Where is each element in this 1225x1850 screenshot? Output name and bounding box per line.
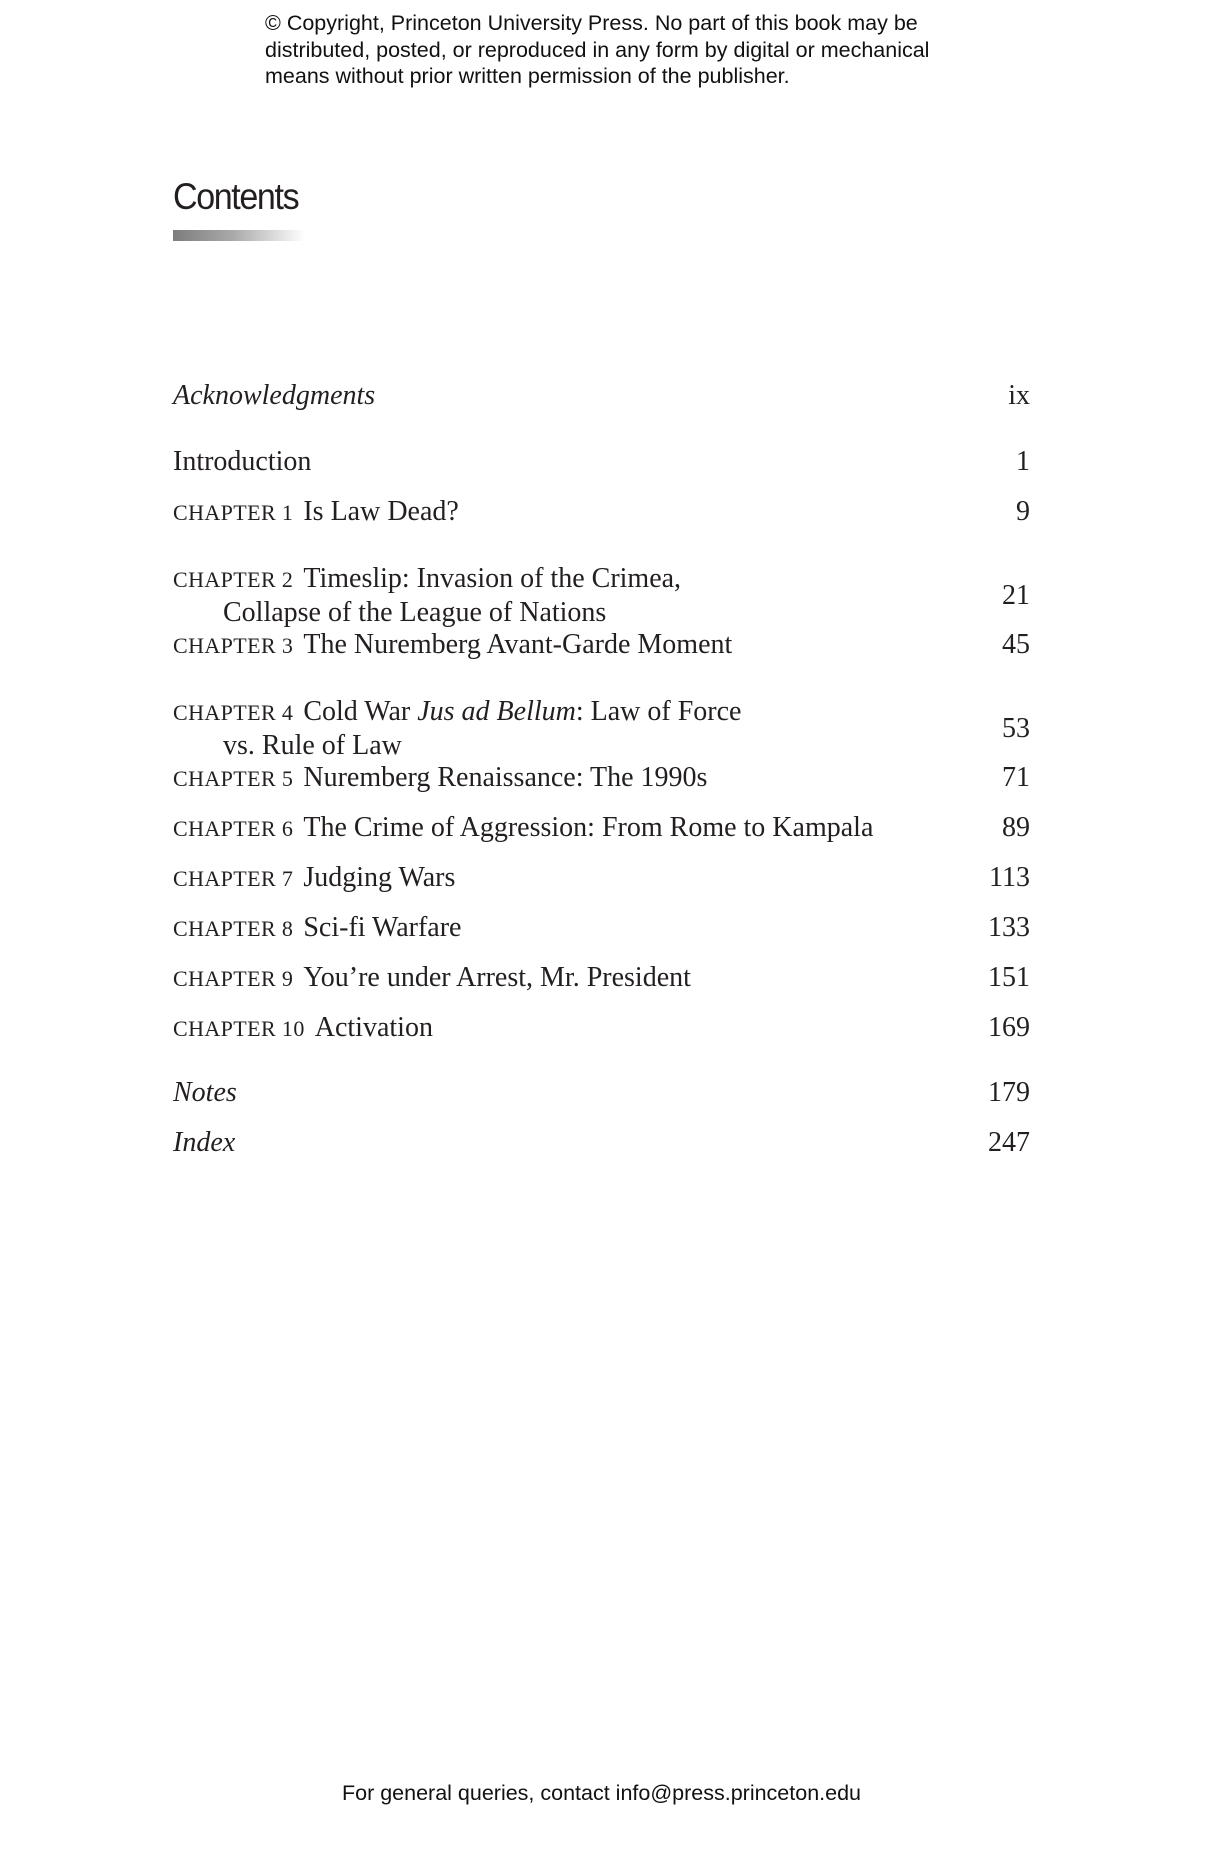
- toc-page-number: 9: [1016, 496, 1030, 527]
- toc-page-number: 1: [1016, 446, 1030, 477]
- table-of-contents: [173, 380, 1030, 1177]
- toc-page-number: 89: [1002, 812, 1030, 843]
- toc-entry-title: Is Law Dead?: [303, 496, 459, 527]
- copyright-line: distributed, posted, or reproduced in any form by digital or mechanical: [265, 37, 930, 62]
- chapter-label: CHAPTER 6: [173, 816, 294, 841]
- chapter-label: CHAPTER 7: [173, 866, 294, 891]
- toc-entry-index[interactable]: [173, 1127, 1030, 1177]
- footer-contact: For general queries, contact info@press.princeton.edu: [342, 1781, 862, 1805]
- toc-entry-title: Sci-fi Warfare: [303, 912, 462, 943]
- chapter-label: CHAPTER 10: [173, 1016, 305, 1041]
- page-title: Contents: [173, 176, 299, 217]
- toc-entry-chapter-9[interactable]: [173, 962, 1030, 1012]
- copyright-line: means without prior written permission of the publisher.: [265, 64, 790, 88]
- toc-entry-title-post: : Law of Force: [575, 696, 742, 727]
- chapter-label: CHAPTER 3: [173, 633, 294, 658]
- toc-entry-chapter-5[interactable]: [173, 762, 1030, 812]
- toc-page-number: 169: [988, 1012, 1030, 1043]
- toc-page-number: 247: [988, 1127, 1030, 1158]
- toc-entry-title-italic: Jus ad Bellum: [417, 696, 576, 727]
- toc-entry-chapter-6[interactable]: [173, 812, 1030, 862]
- toc-entry-title: Introduction: [173, 446, 312, 477]
- toc-entry-title: Judging Wars: [303, 862, 456, 893]
- toc-entry-title-line2: vs. Rule of Law: [223, 730, 402, 761]
- toc-entry-introduction[interactable]: [173, 446, 1030, 496]
- chapter-label: CHAPTER 9: [173, 966, 294, 991]
- chapter-label: CHAPTER 8: [173, 916, 294, 941]
- toc-entry-title: Index: [173, 1127, 236, 1158]
- toc-entry-title: Notes: [173, 1077, 237, 1108]
- toc-entry-chapter-1[interactable]: [173, 496, 1030, 546]
- toc-entry-title: The Nuremberg Avant-Garde Moment: [303, 629, 733, 660]
- toc-entry-title: Activation: [314, 1012, 433, 1043]
- toc-entry-title-pre: Cold War: [303, 696, 418, 727]
- title-underline-rule: [173, 230, 305, 241]
- toc-page-number: 71: [1002, 762, 1030, 793]
- toc-page-number: ix: [1008, 380, 1030, 411]
- toc-entry-title-line2: Collapse of the League of Nations: [223, 597, 607, 628]
- toc-page-number: 53: [1002, 713, 1030, 744]
- chapter-label: CHAPTER 1: [173, 500, 294, 525]
- copyright-notice: [265, 10, 1025, 90]
- toc-page-number: 133: [988, 912, 1030, 943]
- toc-entry-title-line1: Timeslip: Invasion of the Crimea,: [303, 563, 682, 594]
- toc-entry-title: Acknowledgments: [173, 380, 376, 411]
- chapter-label: CHAPTER 4: [173, 700, 294, 725]
- toc-entry-chapter-4[interactable]: [173, 679, 1030, 762]
- toc-entry-title: You’re under Arrest, Mr. President: [303, 962, 691, 993]
- toc-page-number: 45: [1002, 629, 1030, 660]
- toc-entry-title: Nuremberg Renaissance: The 1990s: [303, 762, 708, 793]
- copyright-line: © Copyright, Princeton University Press. No part of this book may be: [265, 11, 918, 35]
- toc-entry-chapter-2[interactable]: [173, 546, 1030, 629]
- toc-entry-notes[interactable]: [173, 1077, 1030, 1127]
- toc-page-number: 151: [988, 962, 1030, 993]
- chapter-label: CHAPTER 5: [173, 766, 294, 791]
- chapter-label: CHAPTER 2: [173, 567, 294, 592]
- toc-entry-chapter-3[interactable]: [173, 629, 1030, 679]
- toc-entry-chapter-8[interactable]: [173, 912, 1030, 962]
- toc-entry-chapter-7[interactable]: [173, 862, 1030, 912]
- toc-page-number: 21: [1002, 580, 1030, 611]
- toc-entry-acknowledgments[interactable]: [173, 380, 1030, 430]
- toc-page-number: 113: [989, 862, 1030, 893]
- toc-entry-chapter-10[interactable]: [173, 1012, 1030, 1062]
- toc-page-number: 179: [988, 1077, 1030, 1108]
- toc-entry-title: The Crime of Aggression: From Rome to Kampala: [303, 812, 874, 843]
